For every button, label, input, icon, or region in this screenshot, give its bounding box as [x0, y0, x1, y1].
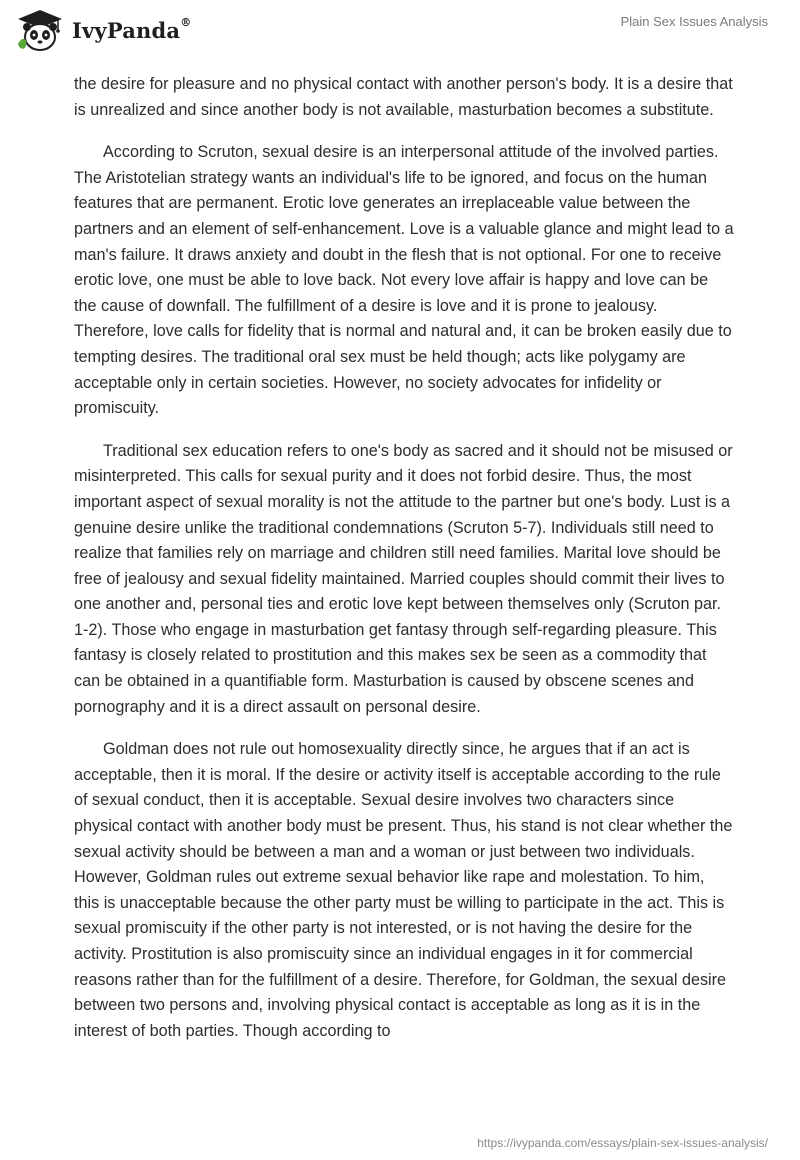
paragraph: the desire for pleasure and no physical contact with another person's body. It is a desire that is unrealized and since another body is not available, masturbation becomes a substitute. — [74, 75, 733, 119]
essay-body — [74, 72, 734, 1061]
ivypanda-logo[interactable] — [14, 8, 191, 52]
paragraph: According to Scruton, sexual desire is an interpersonal attitude of the involved parties. The Aristotelian strategy wants an individual's life to be ignored, and focus on the human features that are permanent. Erotic love generates an irreplaceable value between the partners and an element of self-enhancement. Love is a valuable glance and might lead to a man's failure. It draws anxiety and doubt in the flesh that is not optional. For one to receive erotic love, one must be able to love back. Not every love affair is happy and love can be the cause of downfall. The fulfillment of a desire is love and it is prone to jealousy. Therefore, love calls for fidelity that is normal and natural and, it can be broken easily due to tempting desires. The traditional oral sex must be held though; acts like polygamy are acceptable only in certain societies. However, no society advocates for infidelity or promiscuity. — [74, 143, 734, 418]
page-header — [0, 0, 800, 60]
document-title: Plain Sex Issues Analysis — [620, 14, 768, 29]
paragraph: Traditional sex education refers to one's body as sacred and it should not be misused or misinterpreted. This calls for sexual purity and it does not forbid desire. Thus, the most important aspect of sexual morality is not the attitude to the partner but one's body. Lust is a genuine desire unlike the traditional condemnations (Scruton 5-7). Individuals still need to realize that families rely on marriage and children still need families. Marital love should be free of jealousy and sexual fidelity maintained. Married couples should commit their lives to one another and, personal ties and erotic love kept between themselves only (Scruton par. 1-2). Those who engage in masturbation get fantasy through self-regarding pleasure. This fantasy is closely related to prostitution and this makes sex be seen as a commodity that can be obtained in a quantifiable form. Masturbation is caused by obscene scenes and pornography and it is a direct assault on personal desire. — [74, 441, 733, 716]
brand-name: IvyPanda® — [72, 15, 192, 43]
panda-graduate-icon — [14, 8, 66, 52]
paragraph: Goldman does not rule out homosexuality directly since, he argues that if an act is acceptable, then it is moral. If the desire or activity itself is acceptable according to the rule of sexual conduct, then it is acceptable. Sexual desire involves two characters since physical contact with another body must be present. Thus, his stand is not clear whether the sexual activity should be between a man and a woman or just between two individuals. However, Goldman rules out extreme sexual behavior like rape and molestation. To him, this is unacceptable because the other party must be willing to participate in the act. This is sexual promiscuity if the other party is not interested, or is not having the desire for the activity. Prostitution is also promiscuity since an individual engages in it for commercial reasons rather than for the fulfillment of a desire. Therefore, for Goldman, the sexual desire between two persons and, involving physical contact is acceptable as long as it is in the interest of both parties. Though according to — [74, 740, 733, 1040]
source-url[interactable]: https://ivypanda.com/essays/plain-sex-issues-analysis/ — [477, 1136, 768, 1150]
